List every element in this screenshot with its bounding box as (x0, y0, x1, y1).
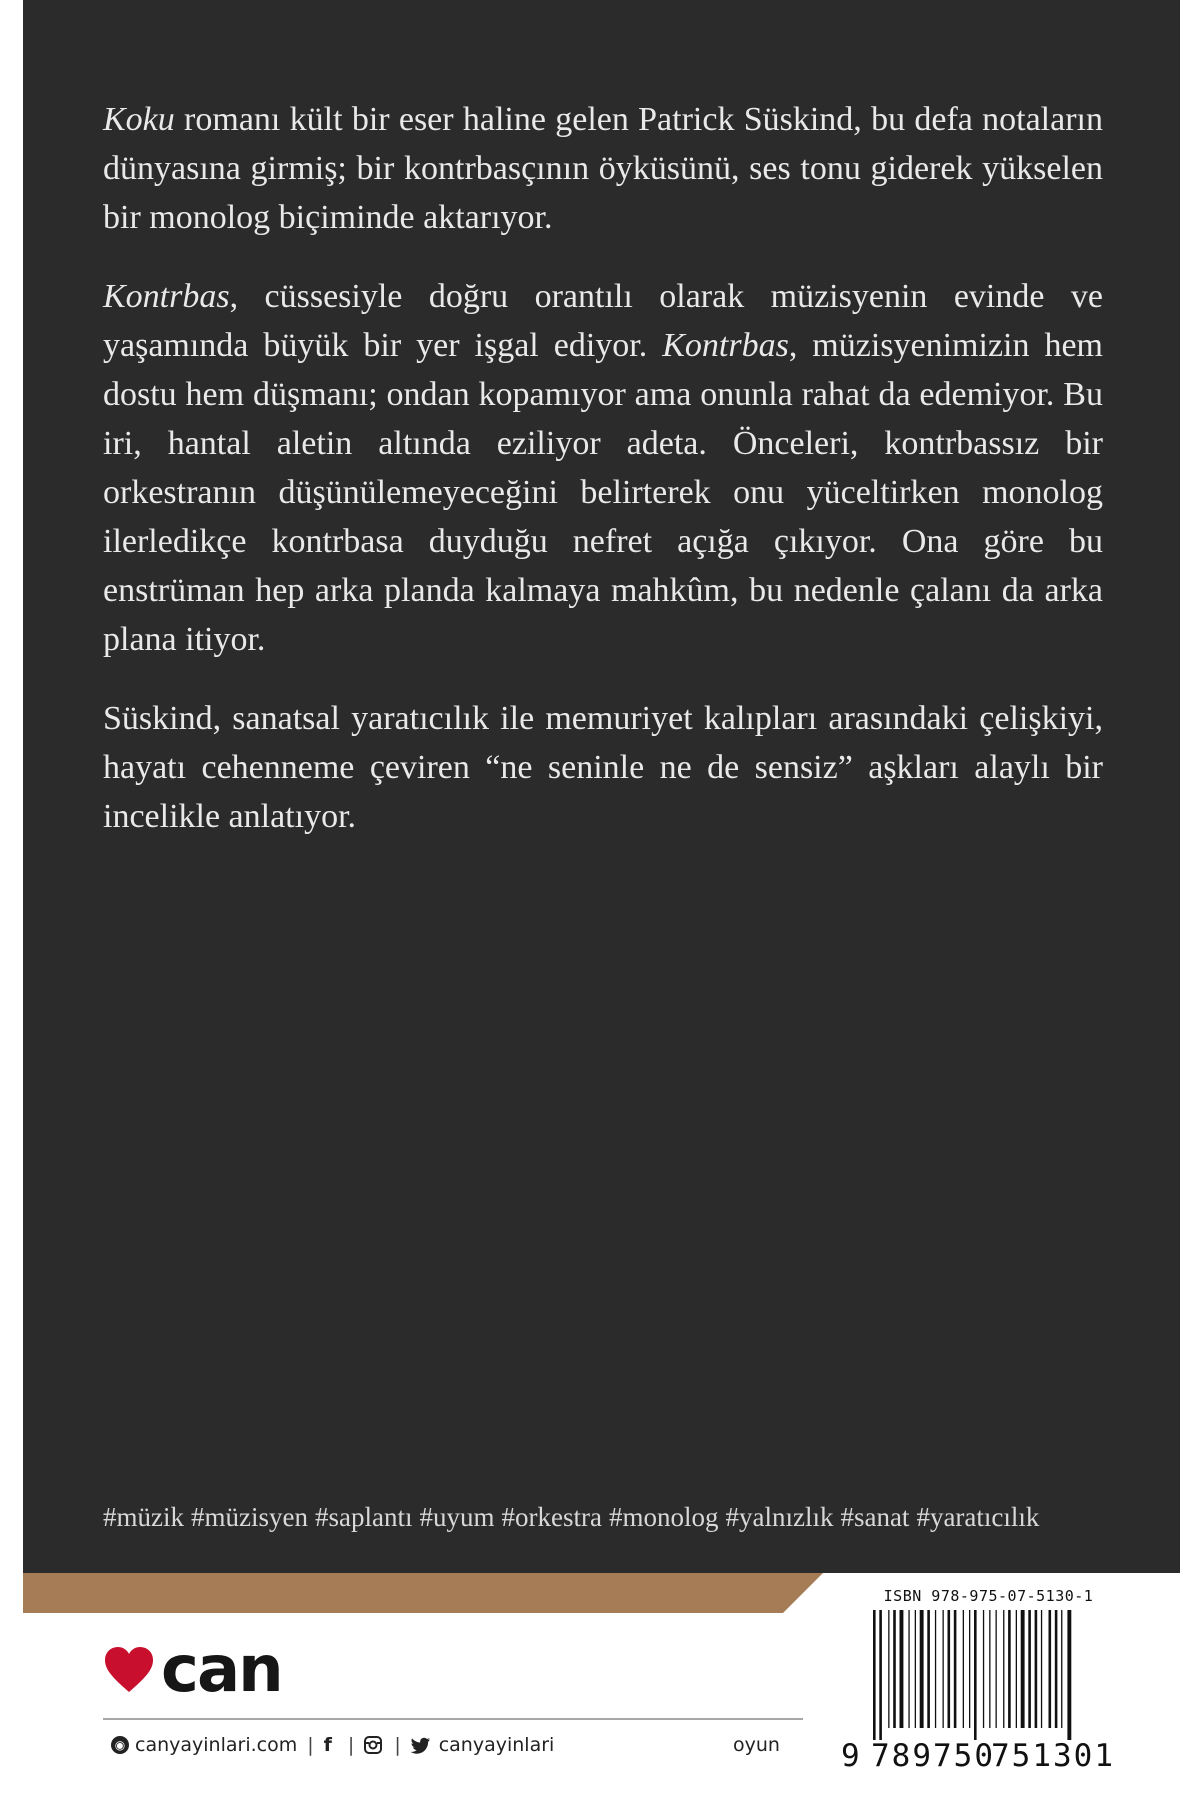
barcode-bar (935, 1610, 936, 1728)
barcode-bar (1041, 1610, 1042, 1728)
barcode-bar (1003, 1610, 1004, 1728)
dark-panel (23, 0, 1180, 1573)
heart-icon (103, 1646, 155, 1694)
barcode-bar (888, 1610, 889, 1728)
barcode-bar (900, 1610, 904, 1728)
barcode-bar (989, 1610, 990, 1728)
blurb-paragraph-2 (103, 272, 1103, 664)
title-italic: Koku (103, 101, 175, 138)
barcode-bar (873, 1610, 876, 1740)
barcode-bar (983, 1610, 984, 1728)
hashtag: #orkestra (501, 1502, 602, 1532)
title-italic: Kontrbas (103, 278, 230, 315)
divider (103, 1718, 803, 1720)
barcode-bar (1067, 1610, 1071, 1740)
barcode-bar (893, 1610, 896, 1728)
hashtag: #müzisyen (191, 1502, 308, 1532)
blurb-text (103, 95, 1103, 871)
barcode-bar (943, 1610, 944, 1728)
barcode-bar (1016, 1610, 1017, 1728)
barcode (871, 1610, 1111, 1740)
barcode-bar (920, 1610, 924, 1728)
hashtag-list (103, 1500, 1103, 1534)
separator: | (394, 1734, 401, 1756)
title-italic: Kontrbas (662, 327, 789, 364)
hashtag: #monolog (608, 1502, 719, 1532)
separator: | (307, 1734, 314, 1756)
hashtag: #uyum (419, 1502, 495, 1532)
barcode-bar (969, 1610, 970, 1728)
twitter-icon[interactable] (411, 1737, 431, 1754)
globe-icon: ◉ (111, 1736, 129, 1754)
ean-right-group: 751301 (991, 1738, 1115, 1774)
barcode-bar (879, 1610, 882, 1740)
ean-first-digit: 9 (841, 1738, 860, 1774)
hashtag: #yaratıcılık (916, 1502, 1040, 1532)
website-link[interactable]: canyayinlari.com (135, 1734, 298, 1756)
blurb-paragraph-3: Süskind, sanatsal yaratıcılık ile memuriyet kalıpları arasındaki çelişkiyi, hayatı cehenneme çeviren “ne seninle ne de sensiz” aşkları alaylı bir incelikle anlatıyor. (103, 700, 1103, 835)
social-handle[interactable]: canyayinlari (438, 1734, 555, 1756)
hashtag: #saplantı (314, 1502, 413, 1532)
publisher-logo (103, 1633, 282, 1707)
barcode-bar (915, 1610, 916, 1728)
barcode-bar (974, 1610, 977, 1740)
barcode-bar (1055, 1610, 1058, 1728)
book-back-cover (23, 0, 1180, 1800)
barcode-bar (1021, 1610, 1025, 1728)
facebook-icon[interactable]: f (323, 1734, 332, 1756)
ean-digits (841, 1738, 1116, 1774)
hashtag: #yalnızlık (725, 1502, 834, 1532)
blurb-paragraph-2-text-1: , cüssesiyle doğru orantılı olarak müzisyenin evinde ve yaşamında büyük bir yer işgal ediyor. (103, 278, 1103, 364)
publisher-contacts (111, 1730, 554, 1760)
blurb-paragraph-2-text-2: , müzisyenimizin hem dostu hem düşmanı; ondan kopamıyor ama onunla rahat da edemiyor. Bu iri, hantal aletin altında eziliyor adeta. Önceleri, kontrbassız bir orkestranın düşünülemeyeceğini belirterek onu yüceltirken monolog ilerledikçe kontrbasa duyduğu nefret açığa çıkıyor. Ona göre bu enstrüman hep arka planda kalmaya mahkûm, bu nedenle çalanı da arka plana itiyor. (103, 327, 1104, 658)
logo-wordmark: can (161, 1633, 282, 1707)
barcode-bar (1008, 1610, 1011, 1728)
blurb-paragraph-1-text: romanı kült bir eser haline gelen Patrick Süskind, bu defa notaların dünyasına girmiş; bir kontrbasçının öyküsünü, ses tonu giderek yükselen bir monolog biçiminde aktarıyor. (103, 101, 1103, 236)
hashtag: #sanat (840, 1502, 910, 1532)
instagram-icon[interactable] (364, 1736, 382, 1754)
barcode-bar (996, 1610, 997, 1728)
barcode-bar (1049, 1610, 1052, 1728)
isbn-label: ISBN 978-975-07-5130-1 (883, 1587, 1094, 1605)
barcode-bar (908, 1610, 909, 1728)
hashtag: #müzik (103, 1502, 184, 1532)
barcode-bar (1028, 1610, 1031, 1728)
ean-left-group: 789750 (871, 1738, 995, 1774)
separator: | (347, 1734, 355, 1756)
barcode-bar (1061, 1610, 1062, 1728)
barcode-bar (927, 1610, 930, 1728)
category-label: oyun (733, 1734, 780, 1756)
barcode-bar (948, 1610, 951, 1728)
barcode-bar (963, 1610, 964, 1728)
blurb-paragraph-1 (103, 95, 1103, 242)
barcode-bar (1035, 1610, 1038, 1728)
accent-band (23, 1573, 823, 1613)
barcode-bar (954, 1610, 957, 1728)
